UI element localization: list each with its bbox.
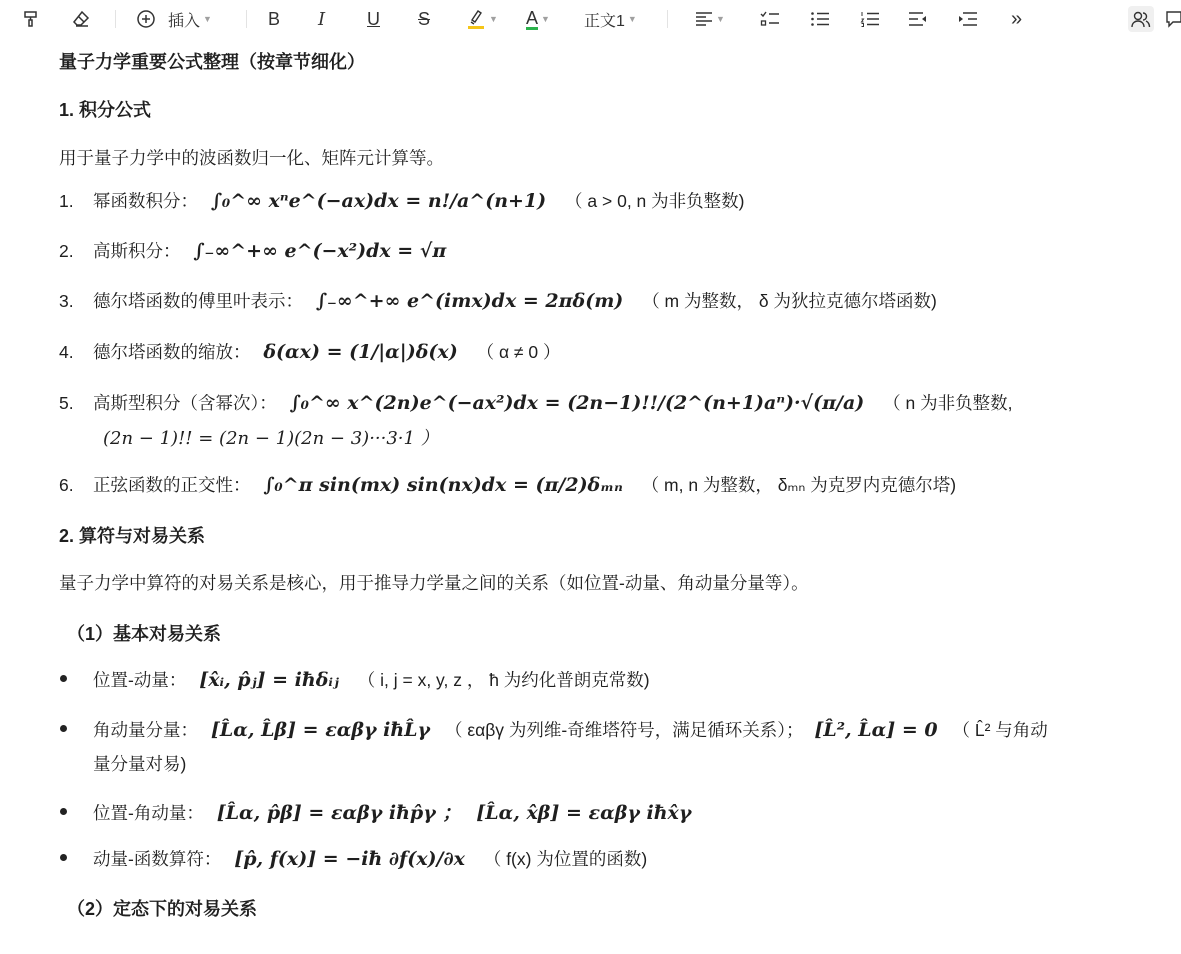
more-icon: » xyxy=(1011,7,1023,30)
formula-note: （ m 为整数， δ 为狄拉克德尔塔函数) xyxy=(642,291,937,311)
section-heading: 1. 积分公式 xyxy=(59,100,152,120)
list-item xyxy=(59,188,744,213)
italic-button[interactable] xyxy=(318,6,325,32)
section-intro: 量子力学中算符的对易关系是核心，用于推导力学量之间的关系（如位置-动量、角动量分量等）。 xyxy=(59,573,809,593)
chevron-down-icon: ▼ xyxy=(203,14,212,24)
formula-note: （ α ≠ 0 ） xyxy=(476,342,561,362)
formula: [L̂α, x̂β] = εαβγ iħx̂γ xyxy=(476,802,692,824)
item-label: 高斯型积分（含幂次）： xyxy=(93,393,277,413)
list-item-continued: 量分量对易) xyxy=(93,754,187,774)
list-number: 1. xyxy=(59,191,74,211)
formula-note: （ f(x) 为位置的函数) xyxy=(483,849,648,869)
document-body[interactable] xyxy=(0,40,1181,954)
collaborators-icon xyxy=(1131,10,1151,28)
list-item xyxy=(59,288,937,313)
comment-icon xyxy=(1164,9,1181,29)
formula-note-continued: (2n − 1)!! = (2n − 1)(2n − 3)···3·1 ） xyxy=(103,428,439,449)
indent-increase-icon xyxy=(958,11,978,27)
insert-label: 插入 xyxy=(168,12,201,30)
list-number: 2. xyxy=(59,241,74,261)
insert-plus-icon xyxy=(136,9,156,29)
bullet-list-icon xyxy=(810,11,830,27)
bold-button[interactable] xyxy=(268,6,280,32)
formula: ∫₀^π sin(mx) sin(nx)dx = (π/2)δₘₙ xyxy=(263,474,623,496)
highlight-button[interactable] xyxy=(466,6,498,32)
formula: [L̂α, L̂β] = εαβγ iħL̂γ xyxy=(210,719,431,741)
paragraph-style-label: 正文1 xyxy=(584,12,625,30)
section-heading: 2. 算符与对易关系 xyxy=(59,526,206,546)
eraser-icon[interactable] xyxy=(72,6,90,32)
more-button[interactable] xyxy=(1011,6,1022,32)
item-label: 德尔塔函数的傅里叶表示： xyxy=(93,291,303,311)
task-list-icon xyxy=(760,11,780,27)
indent-decrease-icon xyxy=(908,11,928,27)
subsection-heading: （2）定态下的对易关系 xyxy=(67,899,258,919)
list-item xyxy=(59,472,956,497)
item-label: 角动量分量： xyxy=(93,720,198,740)
formula: ∫₀^∞ x^(2n)e^(−ax²)dx = (2n−1)!!/(2^(n+1)aⁿ)·√(π/a) xyxy=(289,392,865,414)
align-icon xyxy=(695,11,713,27)
item-label: 幂函数积分： xyxy=(93,191,198,211)
list-number: 5. xyxy=(59,393,74,413)
paragraph-style-select[interactable] xyxy=(584,6,637,32)
formula-note: （ L̂² 与角动 xyxy=(952,720,1048,740)
comment-button[interactable] xyxy=(1164,6,1181,32)
chevron-down-icon: ▼ xyxy=(541,14,550,24)
item-label: 位置-动量： xyxy=(93,670,187,690)
collaborators-button[interactable] xyxy=(1128,6,1154,32)
formula: [x̂ᵢ, p̂ⱼ] = iħδᵢⱼ xyxy=(199,669,339,691)
list-item xyxy=(59,846,647,871)
formula: [L̂², L̂α] = 0 xyxy=(814,719,938,741)
format-painter-icon[interactable] xyxy=(22,6,40,32)
list-item xyxy=(59,339,560,364)
list-number: 4. xyxy=(59,342,74,362)
strikethrough-button[interactable] xyxy=(418,6,430,32)
insert-button[interactable] xyxy=(136,6,212,32)
chevron-down-icon: ▼ xyxy=(627,14,637,24)
strikethrough-icon: S xyxy=(418,8,431,29)
toolbar-divider xyxy=(667,10,668,28)
italic-icon: I xyxy=(318,8,326,30)
ordered-list-icon xyxy=(860,11,880,27)
bullet-list-button[interactable] xyxy=(810,6,830,32)
formula-note: （ n 为非负整数, xyxy=(883,393,1013,413)
list-item xyxy=(59,238,446,263)
bold-icon: B xyxy=(268,8,281,29)
formula: ∫₋∞^+∞ e^(imx)dx = 2πδ(m) xyxy=(315,290,624,312)
ordered-list-button[interactable] xyxy=(860,6,880,32)
formula: ∫₋∞^+∞ e^(−x²)dx = √π xyxy=(193,240,447,262)
indent-decrease-button[interactable] xyxy=(908,6,928,32)
item-label: 位置-角动量： xyxy=(93,803,204,823)
formula-note: （ εαβγ 为列维-奇维塔符号，满足循环关系）； xyxy=(444,720,804,740)
indent-increase-button[interactable] xyxy=(958,6,978,32)
toolbar-divider xyxy=(115,10,116,28)
document-title: 量子力学重要公式整理（按章节细化） xyxy=(59,52,365,72)
list-number: 6. xyxy=(59,475,74,495)
item-label: 高斯积分： xyxy=(93,241,181,261)
list-number: 3. xyxy=(59,291,74,311)
list-item xyxy=(59,390,1013,415)
chevron-down-icon: ▼ xyxy=(716,14,725,24)
formula-note: （ m, n 为整数， δₘₙ 为克罗内克德尔塔) xyxy=(641,475,957,495)
underline-icon: U xyxy=(367,8,380,29)
font-color-button[interactable] xyxy=(526,6,550,32)
list-item xyxy=(59,798,691,825)
item-label: 德尔塔函数的缩放： xyxy=(93,342,251,362)
chevron-down-icon: ▼ xyxy=(489,14,498,24)
highlight-icon xyxy=(466,8,486,30)
item-label: 正弦函数的正交性： xyxy=(93,475,251,495)
editor-toolbar xyxy=(0,0,1181,40)
formula: [L̂α, p̂β] = εαβγ iħp̂γ ； xyxy=(216,802,462,824)
formula: ∫₀^∞ xⁿe^(−ax)dx = n!/a^(n+1) xyxy=(210,190,547,212)
list-item xyxy=(59,717,1048,742)
formula: δ(αx) = (1/|α|)δ(x) xyxy=(263,341,458,363)
formula: [p̂, f(x)] = −iħ ∂f(x)/∂x xyxy=(234,848,465,870)
formula-note: （ i, j = x, y, z ， ħ 为约化普朗克常数) xyxy=(357,670,650,690)
toolbar-divider xyxy=(246,10,247,28)
font-color-icon: A xyxy=(526,7,539,28)
list-item xyxy=(59,667,650,692)
task-list-button[interactable] xyxy=(760,6,780,32)
underline-button[interactable] xyxy=(367,6,380,32)
formula-note: （ a > 0, n 为非负整数) xyxy=(565,191,745,211)
item-label: 动量-函数算符： xyxy=(93,849,222,869)
align-button[interactable] xyxy=(695,6,725,32)
section-intro: 用于量子力学中的波函数归一化、矩阵元计算等。 xyxy=(59,148,444,168)
subsection-heading: （1）基本对易关系 xyxy=(67,624,222,644)
